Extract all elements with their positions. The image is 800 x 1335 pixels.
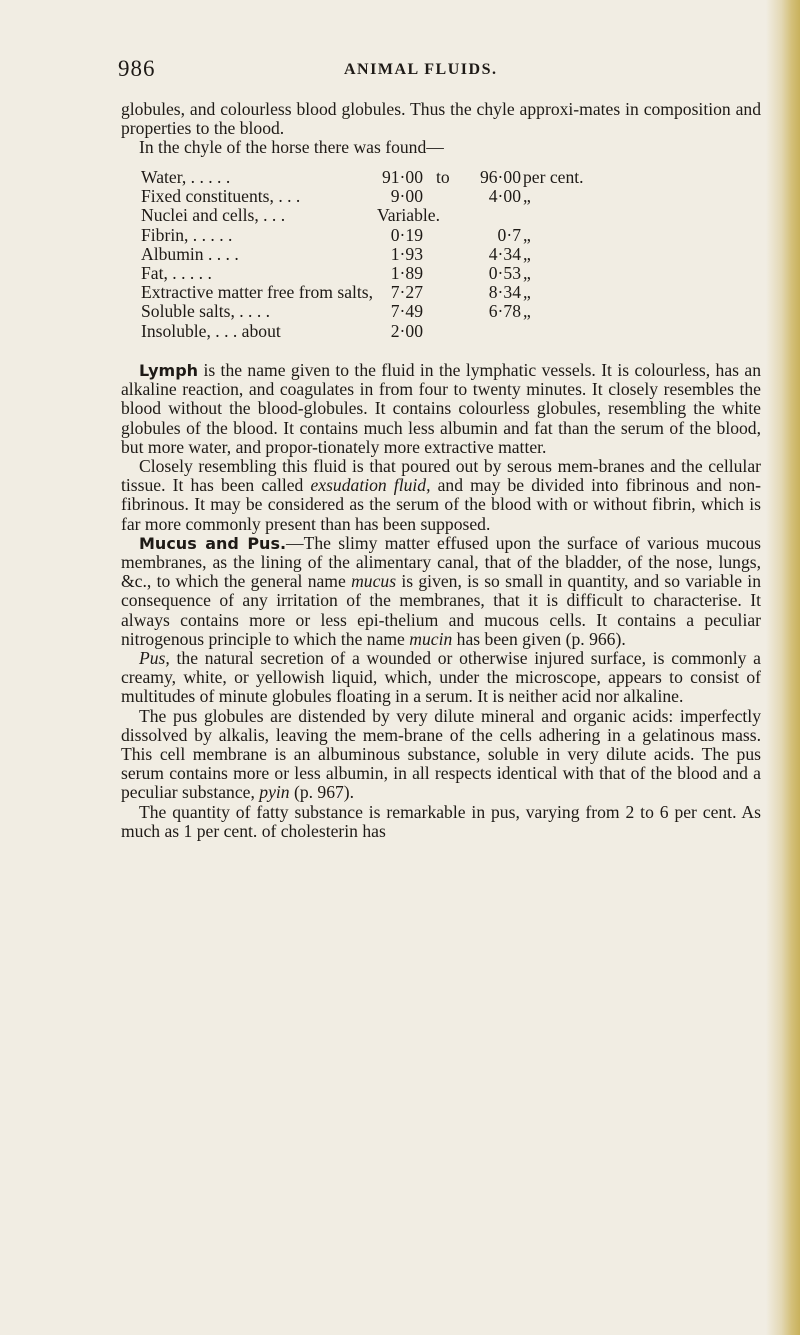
table-row <box>141 264 761 283</box>
row-unit: per cent. <box>523 167 584 187</box>
pus-paragraph <box>121 649 761 707</box>
exsudation-paragraph <box>121 457 761 534</box>
mucin-term: mucin <box>409 628 453 649</box>
row-value-max: 4·00 <box>488 186 521 207</box>
pus-globules-paragraph <box>121 707 761 803</box>
row-label: Soluble salts, . . . . <box>141 301 271 322</box>
mucus-heading: Mucus and Pus. <box>139 533 287 553</box>
table-row <box>141 168 761 187</box>
pyin-term: pyin <box>259 782 290 803</box>
table-row <box>141 245 761 264</box>
exsudation-text-b: and may be divided into fibrinous and non-fibrinous. It may be considered as the serum of the blood with or without fibrin, which is far more commonly present than has been supposed. <box>121 475 762 534</box>
intro-paragraph: globules, and colourless blood globules. Thus the chyle approxi-mates in composition and properties to the blood. <box>121 99 761 139</box>
row-unit: „ <box>523 282 531 303</box>
running-head: ANIMAL FLUIDS. <box>344 61 498 78</box>
row-unit: „ <box>523 186 531 207</box>
row-label: Water, . . . . . <box>141 167 231 187</box>
mucus-paragraph <box>121 534 761 649</box>
lymph-paragraph <box>121 361 761 457</box>
mucus-term: mucus <box>351 571 397 592</box>
page-number: 986 <box>118 56 156 81</box>
table-row <box>141 302 761 321</box>
row-value-min: 1·89 <box>390 262 423 283</box>
exsudation-term: exsudation fluid, <box>310 475 431 496</box>
row-value-max: 0·7 <box>497 224 521 245</box>
row-label: Albumin . . . . <box>141 243 239 264</box>
row-unit: „ <box>523 224 531 245</box>
lymph-heading: Lymph <box>139 361 199 380</box>
row-value-min: 1·93 <box>390 243 423 264</box>
fatty-substance-paragraph: The quantity of fatty substance is remarkable in pus, varying from 2 to 6 per cent. As much as 1 per cent. of cholesterin has <box>121 801 761 841</box>
row-value-min: 7·49 <box>390 301 423 322</box>
table-row <box>141 322 761 341</box>
pus-globules-text-a: The pus globules are distended by very dilute mineral and organic acids: imperfectly dissolved by alkalis, leaving the mem-brane of the cells adhering in a gelatinous mass. This cell membrane is an albuminous substance, soluble in very dilute acids. The pus serum contains more or less albumin, in all respects identical with that of the blood and a peculiar substance, <box>121 705 761 803</box>
table-row <box>141 283 761 302</box>
row-label: Fibrin, . . . . . <box>141 224 233 245</box>
lymph-text: is the name given to the fluid in the lymphatic vessels. It is colourless, has an alkaline reaction, and coagulates in from four to twenty minutes. It closely resembles the blood without the blood-globules. It contains colourless globules, resembling the white globules of the blood. It contains much less albumin and fat than the serum of the blood, but more water, and propor-tionately more extractive matter. <box>121 360 761 457</box>
row-label: Insoluble, . . . about <box>141 320 281 341</box>
body-text <box>121 361 761 841</box>
row-value-min: 0·19 <box>390 224 423 245</box>
row-value-max: 4·34 <box>488 243 521 264</box>
row-unit: „ <box>523 301 531 322</box>
pus-text: the natural secretion of a wounded or otherwise injured surface, is commonly a creamy, white, or yellowish liquid, which, under the microscope, appears to consist of multitudes of minute globules floating in a serum. It is neither acid nor alkaline. <box>121 648 761 707</box>
table-row <box>141 187 761 206</box>
row-value-max: 0·53 <box>488 262 521 283</box>
page-edge <box>766 0 800 1335</box>
mucus-text-b: is given, is so small in quantity, and so variable in consequence of any irritation of the membranes, that it is difficult to characterise. It always contains more or less epi-thelium and mucous cells. It contains a peculiar nitrogenous principle to which the name <box>121 571 761 649</box>
row-value-max: 6·78 <box>488 301 521 322</box>
row-label: Extractive matter free from salts, <box>141 282 374 303</box>
intro-text <box>121 100 761 158</box>
mucus-text-a: —The slimy matter effused upon the surface of various mucous membranes, as the lining of the alimentary canal, that of the bladder, of the nose, lungs, &c., to which the general name <box>121 532 761 592</box>
row-value-max: 8·34 <box>488 282 521 303</box>
table-row <box>141 206 761 225</box>
row-unit: „ <box>523 243 531 264</box>
row-value-variable: Variable. <box>377 205 441 226</box>
page-header <box>118 56 718 86</box>
row-value-min: 7·27 <box>390 282 423 303</box>
row-value-min: 9·00 <box>390 186 423 207</box>
row-unit: „ <box>523 262 531 283</box>
intro-lead-in: In the chyle of the horse there was found— <box>139 137 444 158</box>
pus-globules-text-b: (p. 967). <box>289 782 355 803</box>
row-value-min: 91·00 <box>381 167 423 187</box>
chyle-composition-table <box>141 168 761 341</box>
row-label: Fixed constituents, . . . <box>141 186 301 207</box>
row-to: to <box>436 167 450 187</box>
row-label: Nuclei and cells, . . . <box>141 205 286 226</box>
row-value-min: 2·00 <box>390 320 423 341</box>
exsudation-text-a: Closely resembling this fluid is that poured out by serous mem-branes and the cellular tissue. It has been called <box>121 456 761 496</box>
pus-term: Pus, <box>139 648 170 669</box>
table-row <box>141 226 761 245</box>
row-value-max: 96·00 <box>479 167 521 187</box>
mucus-text-c: has been given (p. 966). <box>452 628 626 649</box>
row-label: Fat, . . . . . <box>141 262 212 283</box>
